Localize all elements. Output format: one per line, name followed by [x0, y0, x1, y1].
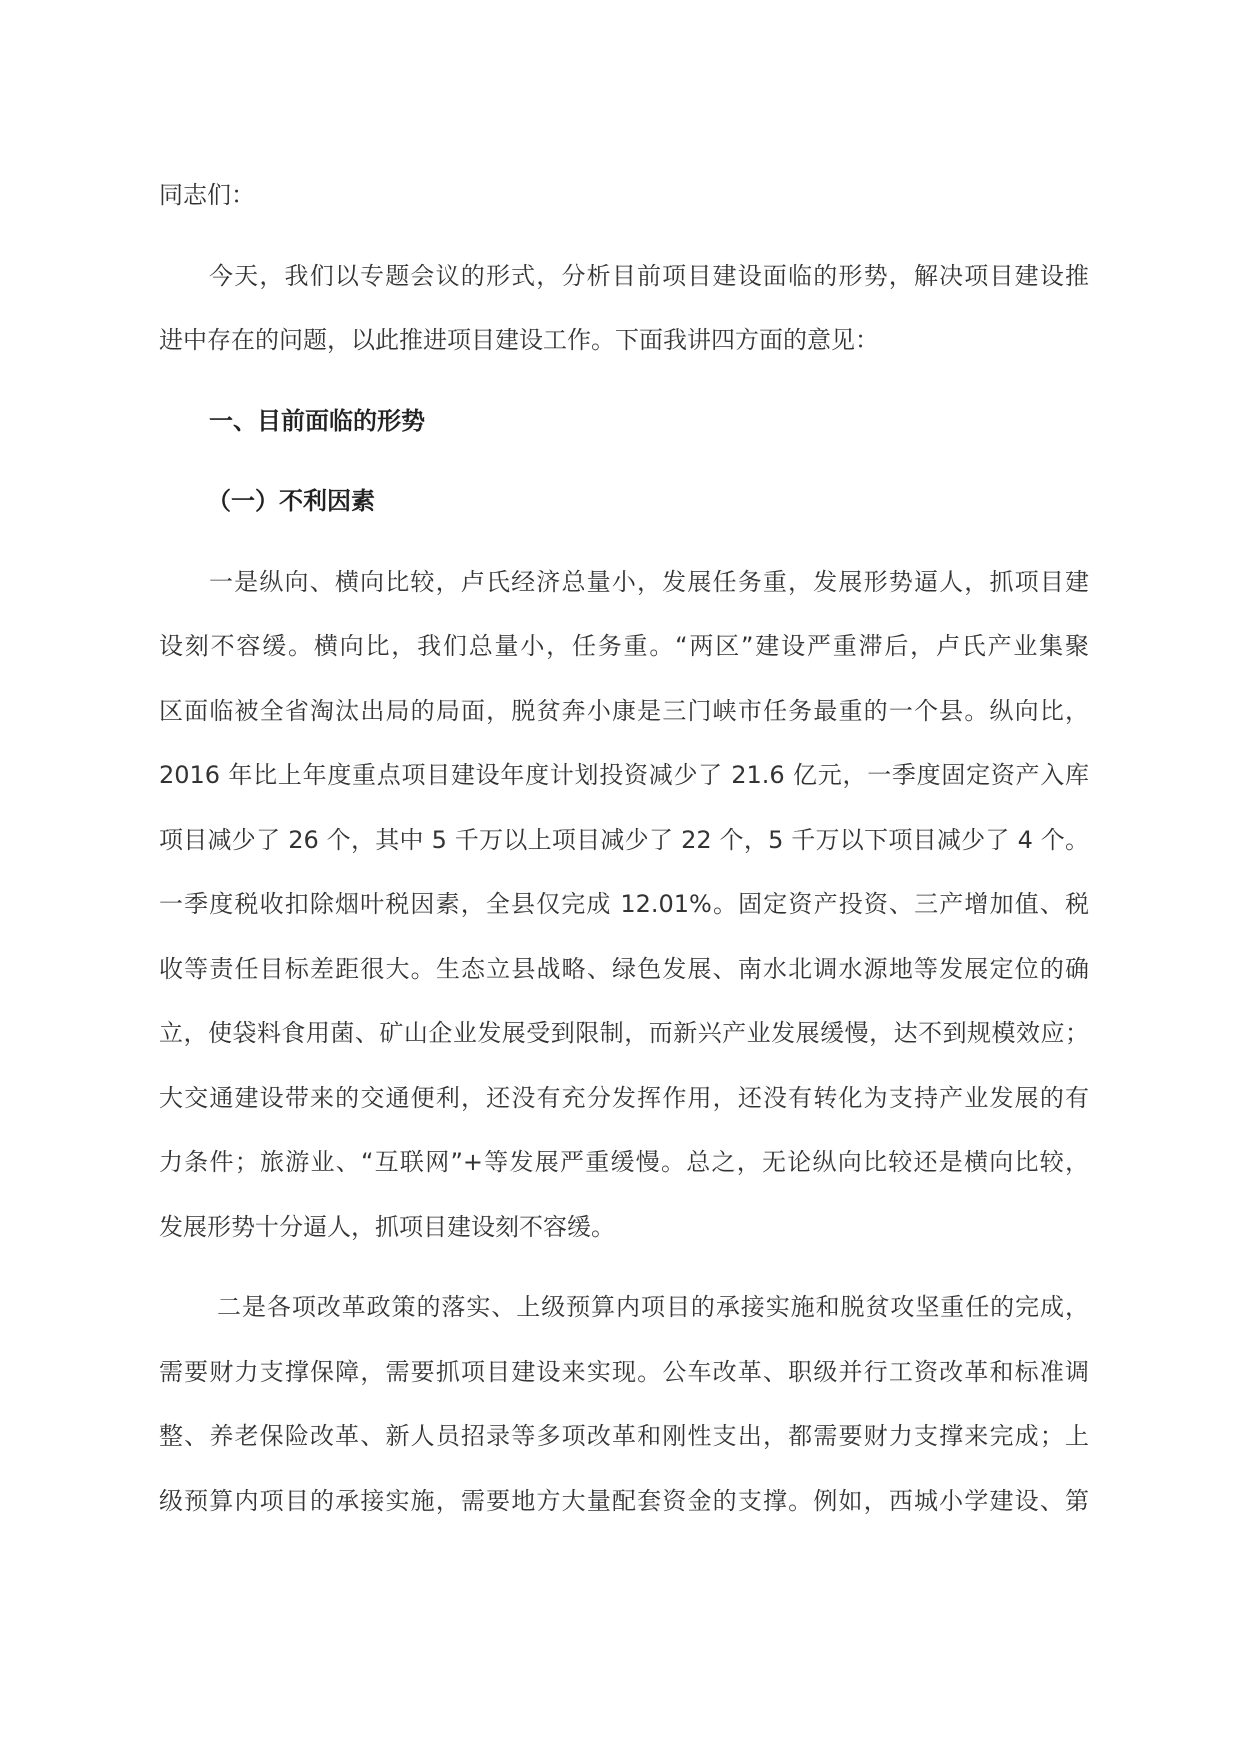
subsection-heading-block: [159, 469, 1089, 534]
paragraph: [159, 550, 1089, 1260]
body-line: 项目减少了 26 个，其中 5 千万以上项目减少了 22 个，5 千万以下项目减少了 4 个。: [159, 825, 1089, 854]
paragraph: [159, 1275, 1089, 1533]
section-heading: 一、目前面临的形势: [209, 406, 425, 435]
body-line: 力条件；旅游业、“互联网”+等发展严重缓慢。总之，无论纵向比较还是横向比较，: [159, 1148, 1089, 1176]
body-line: 整、养老保险改革、新人员招录等多项改革和刚性支出，都需要财力支撑来完成；上: [159, 1422, 1089, 1450]
salutation: 同志们：: [159, 181, 255, 209]
body-line: 一季度税收扣除烟叶税因素，全县仅完成 12.01%。固定资产投资、三产增加值、税: [159, 890, 1089, 918]
body-line: 设刻不容缓。横向比，我们总量小，任务重。“两区”建设严重滞后，卢氏产业集聚: [159, 632, 1089, 660]
body-line: 今天，我们以专题会议的形式，分析目前项目建设面临的形势，解决项目建设推: [209, 261, 1089, 290]
intro-paragraph: [159, 244, 1089, 373]
salutation-block: [159, 163, 1089, 228]
body-line: 区面临被全省淘汰出局的局面，脱贫奔小康是三门峡市任务最重的一个县。纵向比，: [159, 696, 1089, 725]
section-heading-block: [159, 389, 1089, 454]
body-line: 收等责任目标差距很大。生态立县战略、绿色发展、南水北调水源地等发展定位的确: [159, 954, 1089, 983]
body-line: 立，使袋料食用菌、矿山企业发展受到限制，而新兴产业发展缓慢，达不到规模效应；: [159, 1019, 1089, 1047]
body-line: 一是纵向、横向比较，卢氏经济总量小，发展任务重，发展形势逼人，抓项目建: [209, 567, 1089, 596]
body-line: 发展形势十分逼人，抓项目建设刻不容缓。: [159, 1212, 615, 1241]
body-line: 2016 年比上年度重点项目建设年度计划投资减少了 21.6 亿元，一季度固定资产入库: [159, 761, 1089, 789]
body-line: 二是各项改革政策的落实、上级预算内项目的承接实施和脱贫攻坚重任的完成，: [217, 1293, 1089, 1321]
subsection-heading: （一）不利因素: [207, 487, 375, 515]
body-line: 大交通建设带来的交通便利，还没有充分发挥作用，还没有转化为支持产业发展的有: [159, 1083, 1089, 1112]
body-line: 需要财力支撑保障，需要抓项目建设来实现。公车改革、职级并行工资改革和标准调: [159, 1357, 1089, 1386]
body-line: 级预算内项目的承接实施，需要地方大量配套资金的支撑。例如，西城小学建设、第: [159, 1486, 1089, 1515]
body-line: 进中存在的问题，以此推进项目建设工作。下面我讲四方面的意见：: [159, 326, 879, 354]
